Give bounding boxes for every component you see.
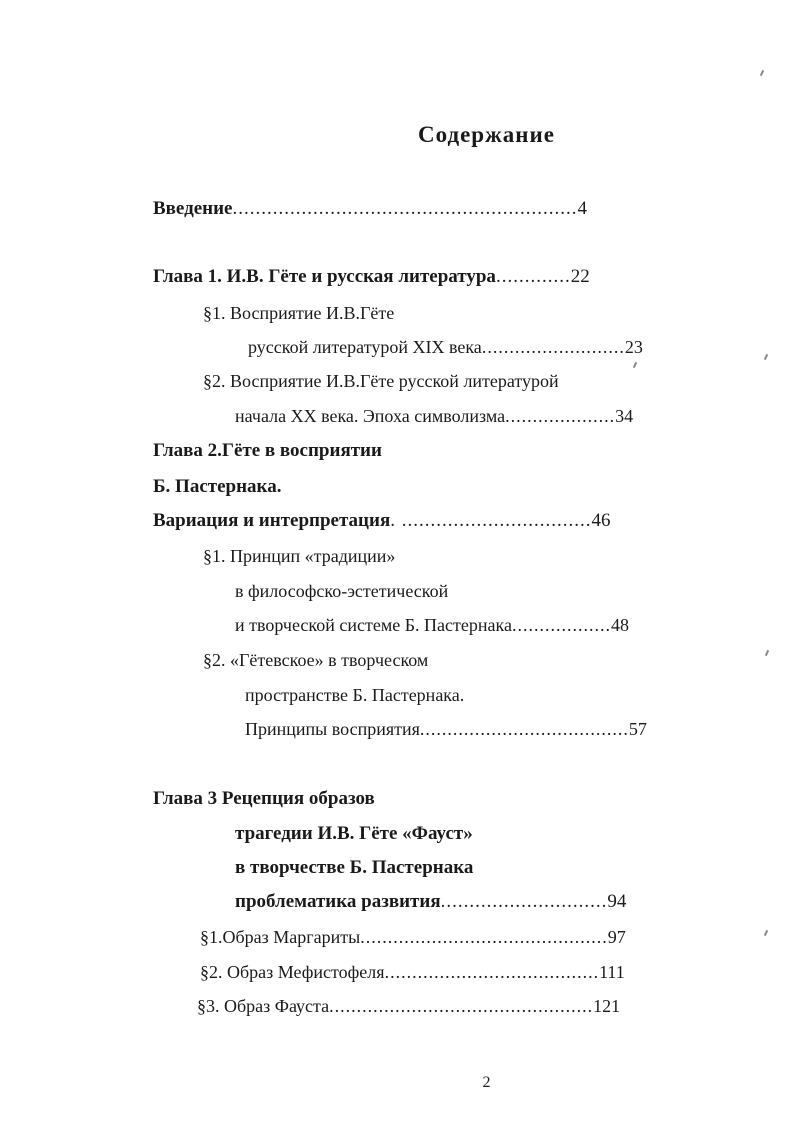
- toc-page-number: 48: [610, 615, 629, 635]
- toc-entry-text: и творческой системе Б. Пастернака: [235, 615, 512, 635]
- toc-entry-text: русской литературой XIX века: [248, 337, 482, 357]
- toc-leader-dots: ....................: [505, 406, 616, 426]
- toc-entry-section-2-2: [203, 650, 428, 671]
- toc-page-number: 46: [591, 510, 611, 531]
- toc-entry-text: проблематика развития: [235, 891, 441, 912]
- scan-speck: [633, 362, 637, 368]
- toc-entry-text: §3. Образ Фауста: [197, 996, 330, 1016]
- toc-entry-section-2-1-cont-2: [235, 615, 629, 636]
- toc-entry-chapter-2-cont-2: [153, 510, 610, 532]
- toc-entry-section-3-2: [200, 962, 625, 983]
- toc-page-number: 97: [607, 927, 626, 947]
- toc-entry-section-3-1: [200, 927, 626, 948]
- scan-speck: [760, 70, 764, 76]
- toc-entry-section-1-1-cont: [248, 337, 643, 358]
- toc-entry-text: Вариация и интерпретация: [153, 510, 391, 531]
- toc-page-number: 121: [593, 996, 621, 1016]
- toc-entry-text: Глава 2.Гёте в восприятии: [153, 440, 382, 461]
- toc-entry-chapter-3: [153, 788, 375, 810]
- toc-entry-text: в философско-эстетической: [235, 581, 449, 601]
- toc-entry-text: пространстве Б. Пастернака.: [245, 685, 465, 705]
- toc-leader-dots: .............................: [440, 891, 608, 912]
- toc-leader-dots: . .................................: [390, 510, 592, 531]
- toc-entry-text: начала XX века. Эпоха символизма: [235, 406, 506, 426]
- toc-entry-chapter-2: [153, 440, 382, 462]
- toc-leader-dots: ......................................: [419, 719, 629, 739]
- toc-entry-chapter-2-cont: [153, 476, 281, 498]
- toc-entry-introduction: [153, 198, 587, 220]
- toc-entry-section-2-2-cont-2: [245, 719, 647, 740]
- toc-entry-section-2-1: [203, 546, 395, 567]
- toc-page-number: 22: [570, 266, 590, 287]
- toc-entry-text: §1. Восприятие И.В.Гёте: [203, 303, 395, 323]
- toc-entry-text: в творчестве Б. Пастернака: [235, 857, 474, 878]
- page-number: 2: [482, 1074, 491, 1091]
- toc-leader-dots: ............................................................: [232, 198, 578, 219]
- toc-leader-dots: .............: [495, 266, 571, 287]
- toc-entry-chapter-3-cont-3: [235, 891, 626, 913]
- toc-entry-chapter-3-cont-2: [235, 857, 473, 879]
- toc-entry-text: §1. Принцип «традиции»: [203, 546, 396, 566]
- toc-page-number: 111: [599, 962, 625, 982]
- toc-entry-text: §1.Образ Маргариты: [200, 927, 361, 947]
- toc-entry-text: Введение: [153, 198, 233, 219]
- toc-entry-text: §2. «Гётевское» в творческом: [203, 650, 429, 670]
- toc-page-number: 57: [628, 719, 647, 739]
- toc-entry-text: Глава 3 Рецепция образов: [153, 788, 375, 809]
- toc-leader-dots: ................................................: [329, 996, 594, 1016]
- toc-entry-text: Глава 1. И.В. Гёте и русская литература: [153, 266, 496, 287]
- toc-entry-text: Б. Пастернака.: [153, 476, 282, 497]
- toc-leader-dots: .............................................: [360, 927, 608, 947]
- toc-entry-text: §2. Восприятие И.В.Гёте русской литературой: [203, 371, 559, 391]
- toc-page-number: 34: [615, 406, 634, 426]
- toc-leader-dots: ..................: [511, 615, 611, 635]
- scan-speck: [764, 354, 768, 360]
- toc-entry-chapter-3-cont: [235, 823, 473, 845]
- toc-entry-section-1-1: [203, 303, 394, 324]
- toc-page-number: 94: [607, 891, 627, 912]
- scan-speck: [764, 930, 768, 936]
- toc-entry-text: Принципы восприятия: [245, 719, 420, 739]
- toc-entry-chapter-1: [153, 266, 590, 288]
- toc-entry-section-1-2: [203, 371, 559, 392]
- scan-speck: [765, 650, 769, 656]
- toc-entry-text: трагедии И.В. Гёте «Фауст»: [235, 823, 473, 844]
- toc-entry-text: §2. Образ Мефистофеля: [200, 962, 385, 982]
- toc-page-number: 4: [577, 198, 587, 219]
- page-title: Содержание: [418, 122, 555, 147]
- toc-page-number: 23: [624, 337, 643, 357]
- toc-entry-section-1-2-cont: [235, 406, 633, 427]
- toc-entry-section-2-2-cont: [245, 685, 464, 706]
- toc-leader-dots: .......................................: [384, 962, 600, 982]
- toc-entry-section-2-1-cont: [235, 581, 448, 602]
- toc-entry-section-3-3: [197, 996, 620, 1017]
- toc-leader-dots: ..........................: [481, 337, 625, 357]
